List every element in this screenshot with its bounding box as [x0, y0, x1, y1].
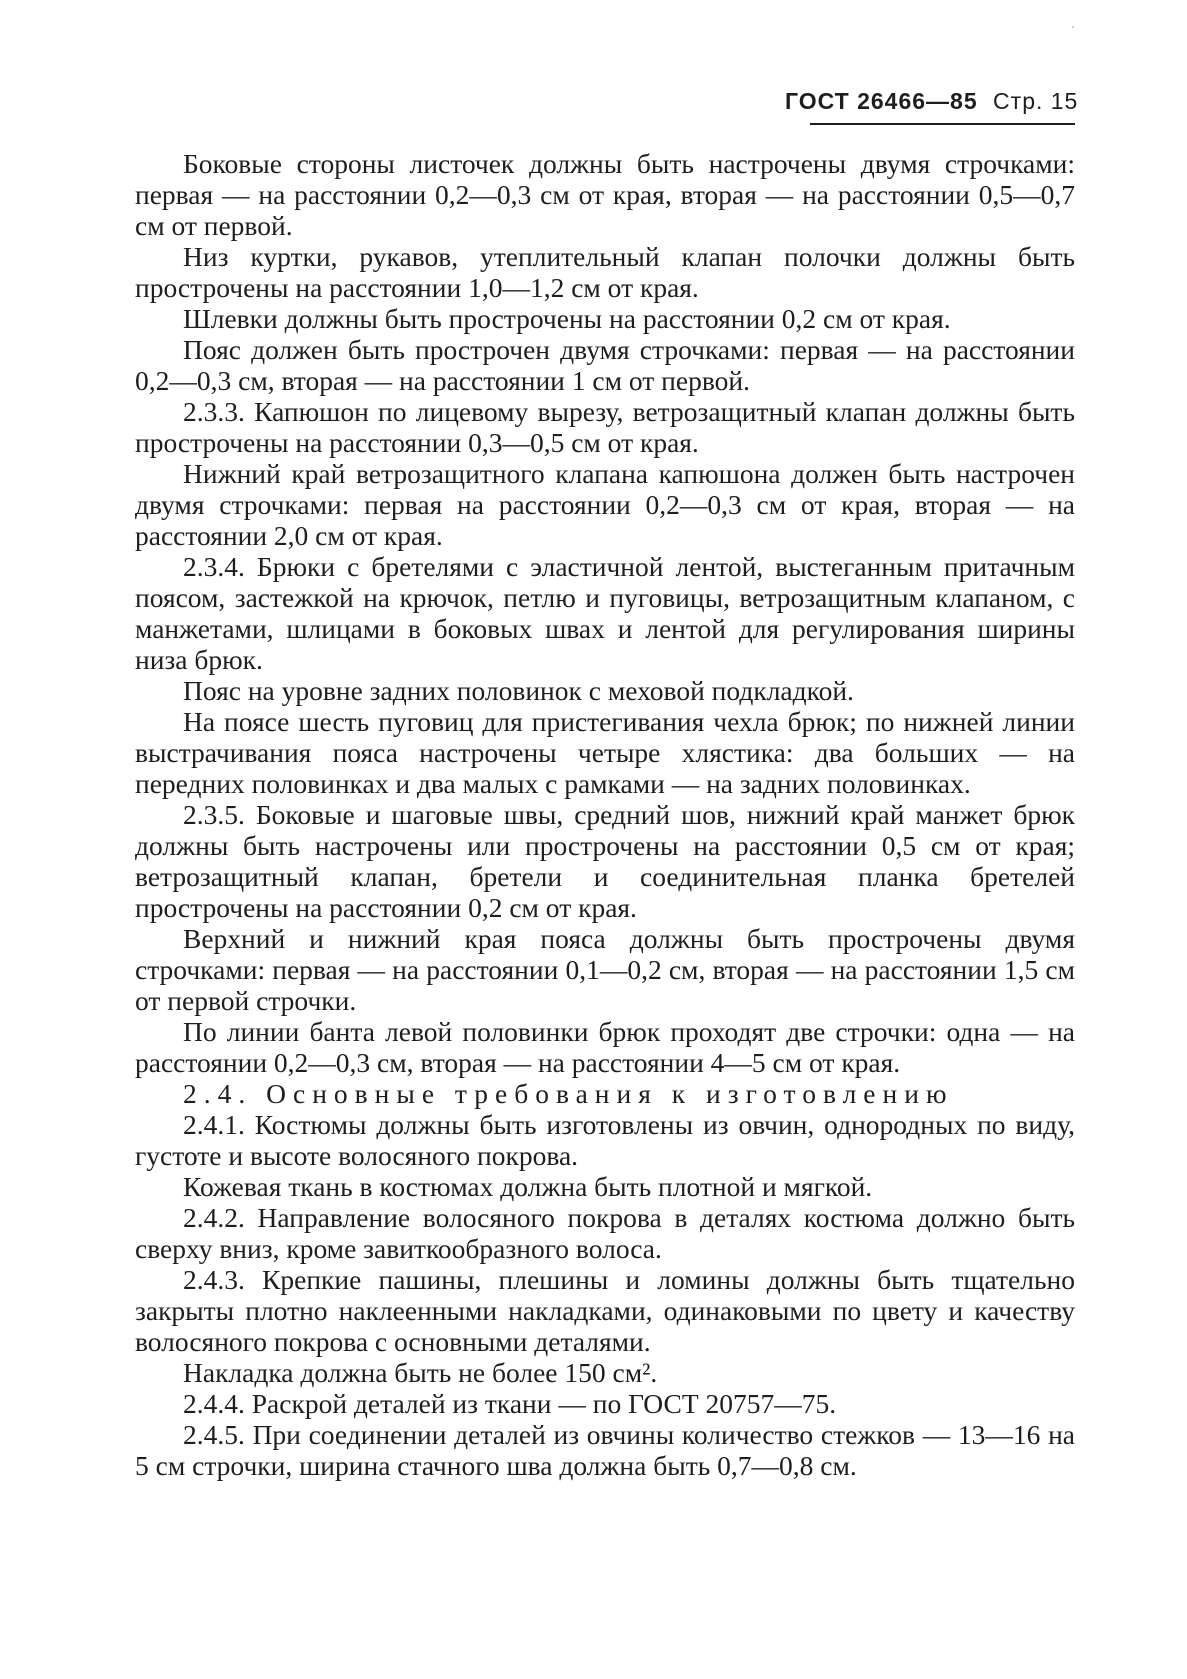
paragraph: 2.4.4. Раскрой деталей из ткани — по ГОСТ 20757—75. [183, 1388, 837, 1419]
paragraph: 2.4.1. Костюмы должны быть изготовлены из овчин, однородных по виду, густоте и высоте волосяного покрова. [135, 1109, 1075, 1171]
body-text [135, 148, 1075, 1481]
paragraph: 2.4.5. При соединении деталей из овчины количество стежков — 13—16 на 5 см строчки, ширина стачного шва должна быть 0,7—0,8 см. [135, 1419, 1075, 1481]
paragraph: Нижний край ветрозащитного клапана капюшона должен быть настрочен двумя строчками: первая на расстоянии 0,2—0,3 см от края, вторая — на расстоянии 2,0 см от края. [135, 458, 1075, 551]
paragraph: Боковые стороны листочек должны быть настрочены двумя строчками: первая — на расстоянии 0,2—0,3 см от края, вторая — на расстоянии 0,5—0,7 см от первой. [135, 148, 1075, 241]
paragraph: Накладка должна быть не более 150 см². [183, 1357, 658, 1388]
paragraph: 2.3.4. Брюки с бретелями с эластичной лентой, выстеганным притачным поясом, застежкой на крючок, петлю и пуговицы, ветрозащитным клапаном, с манжетами, шлицами в боковых швах и лентой для регулирования ширины низа брюк. [135, 551, 1075, 675]
page-header [785, 88, 1079, 128]
paragraph: Пояс на уровне задних половинок с меховой подкладкой. [183, 675, 854, 706]
section-heading: 2.4. Основные требования к изготовлению [183, 1078, 954, 1109]
paragraph: 2.4.2. Направление волосяного покрова в деталях костюма должно быть сверху вниз, кроме завиткообразного волоса. [135, 1202, 1075, 1264]
scan-speck [1072, 26, 1074, 28]
paragraph: По линии банта левой половинки брюк проходят две строчки: одна — на расстоянии 0,2—0,3 см, вторая — на расстоянии 4—5 см от края. [135, 1016, 1075, 1078]
paragraph: 2.3.5. Боковые и шаговые швы, средний шов, нижний край манжет брюк должны быть настрочены или прострочены на расстоянии 0,5 см от края; ветрозащитный клапан, бретели и соединительная планка бретелей прострочены на расстоянии 0,2 см от края. [135, 799, 1075, 923]
paragraph: На поясе шесть пуговиц для пристегивания чехла брюк; по нижней линии выстрачивания пояса настрочены четыре хлястика: два больших — на передних половинках и два малых с рамками — на задних половинках. [135, 706, 1075, 799]
paragraph: 2.3.3. Капюшон по лицевому вырезу, ветрозащитный клапан должны быть прострочены на расстоянии 0,3—0,5 см от края. [135, 396, 1075, 458]
standard-number: ГОСТ 26466—85 [785, 88, 978, 114]
paragraph: 2.4.3. Крепкие пашины, плешины и ломины должны быть тщательно закрыты плотно наклеенными накладками, одинаковыми по цвету и качеству волосяного покрова с основными деталями. [135, 1264, 1075, 1357]
paragraph: Пояс должен быть прострочен двумя строчками: первая — на расстоянии 0,2—0,3 см, вторая — на расстоянии 1 см от первой. [135, 334, 1075, 396]
page-label: Стр. [993, 88, 1044, 114]
page-number: 15 [1050, 88, 1079, 114]
paragraph: Шлевки должны быть прострочены на расстоянии 0,2 см от края. [183, 303, 951, 334]
paragraph: Низ куртки, рукавов, утеплительный клапан полочки должны быть прострочены на расстоянии 1,0—1,2 см от края. [135, 241, 1075, 303]
paragraph: Кожевая ткань в костюмах должна быть плотной и мягкой. [183, 1171, 873, 1202]
header-rule [810, 123, 1075, 125]
paragraph: Верхний и нижний края пояса должны быть прострочены двумя строчками: первая — на расстоянии 0,1—0,2 см, вторая — на расстоянии 1,5 см от первой строчки. [135, 923, 1075, 1016]
